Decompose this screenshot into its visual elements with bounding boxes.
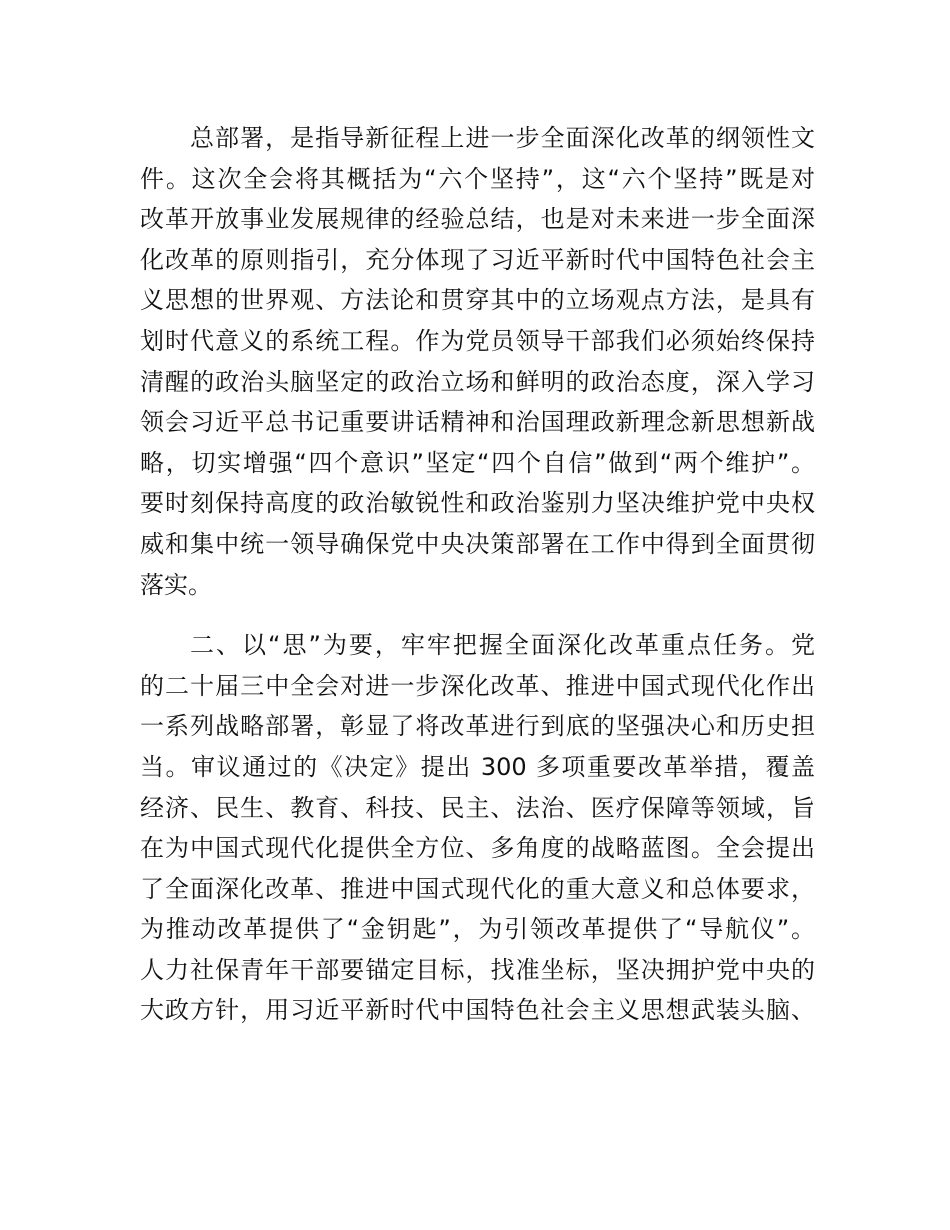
text-line: 了全面深化改革、推进中国式现代化的重大意义和总体要求， — [140, 874, 815, 903]
text-line: 在为中国式现代化提供全方位、多角度的战略蓝图。全会提出 — [140, 834, 815, 863]
text-line: 落实。 — [140, 570, 212, 599]
text-line: 人力社保青年干部要锚定目标，找准坐标，坚决拥护党中央的 — [140, 955, 815, 984]
text-line: 义思想的世界观、方法论和贯穿其中的立场观点方法，是具有 — [140, 286, 815, 315]
text-line: 为推动改革提供了“金钥匙”，为引领改革提供了“导航仪”。 — [140, 915, 815, 944]
text-line: 清醒的政治头脑坚定的政治立场和鲜明的政治态度，深入学习 — [140, 367, 815, 396]
text-line: 件。这次全会将其概括为“六个坚持”，这“六个坚持”既是对 — [140, 164, 815, 193]
text-line: 一系列战略部署，彰显了将改革进行到底的坚强决心和历史担 — [140, 712, 815, 741]
text-line: 总部署，是指导新征程上进一步全面深化改革的纲领性文 — [190, 124, 815, 152]
paragraph-spacer — [140, 605, 815, 625]
document-body — [140, 118, 815, 1031]
text-line: 化改革的原则指引，充分体现了习近平新时代中国特色社会主 — [140, 245, 815, 274]
text-line: 当。审议通过的《决定》提出 300 多项重要改革举措，覆盖 — [140, 752, 815, 781]
text-line: 领会习近平总书记重要讲话精神和治国理政新理念新思想新战 — [140, 408, 815, 437]
text-line: 二、以“思”为要，牢牢把握全面深化改革重点任务。党 — [190, 631, 815, 660]
text-line: 威和集中统一领导确保党中央决策部署在工作中得到全面贯彻 — [140, 529, 815, 558]
text-line: 改革开放事业发展规律的经验总结，也是对未来进一步全面深 — [140, 205, 815, 234]
paragraph-2 — [140, 625, 815, 1031]
paragraph-1 — [140, 118, 815, 605]
text-line: 经济、民生、教育、科技、民主、法治、医疗保障等领域，旨 — [140, 793, 815, 822]
text-line: 划时代意义的系统工程。作为党员领导干部我们必须始终保持 — [140, 326, 815, 355]
text-line: 要时刻保持高度的政治敏锐性和政治鉴别力坚决维护党中央权 — [140, 489, 815, 518]
text-line: 的二十届三中全会对进一步深化改革、推进中国式现代化作出 — [140, 671, 815, 700]
text-line: 略，切实增强“四个意识”坚定“四个自信”做到“两个维护”。 — [140, 448, 815, 477]
text-line: 大政方针，用习近平新时代中国特色社会主义思想武装头脑、 — [140, 996, 815, 1025]
